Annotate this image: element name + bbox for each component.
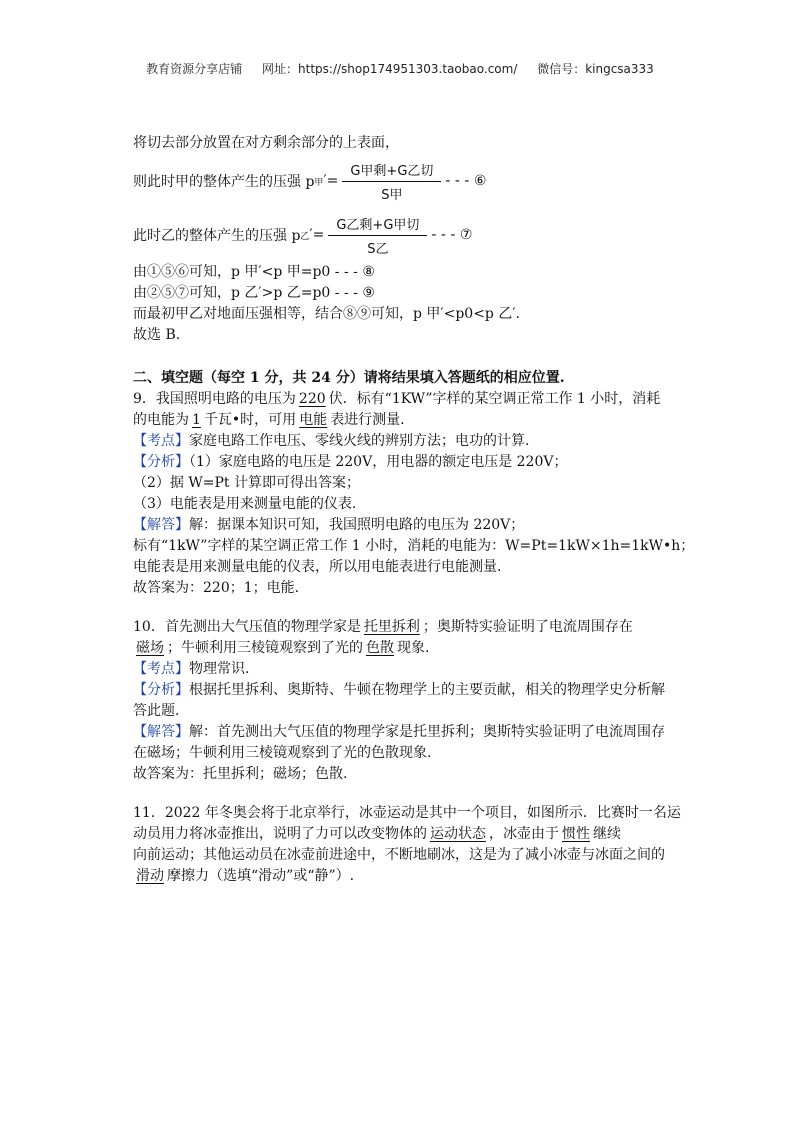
q9-blank-2: 1: [192, 412, 201, 428]
q9-jieda-2: 标有“1kW”字样的某空调正常工作 1 小时，消耗的电能为：W=Pt=1kW×1h=1kW•h；: [133, 538, 695, 554]
q10-stem-1: 10．首先测出大气压值的物理学家是 托里拆利 ；奥斯特实验证明了电流周围存在: [133, 619, 633, 635]
q9-blank-1: 220: [298, 391, 326, 407]
shop-name: 教育资源分享店铺: [146, 62, 243, 76]
q9-fenxi-2: （2）据 W=Pt 计算即可得出答案；: [133, 475, 360, 491]
q10-jieda-2: 在磁场；牛顿利用三棱镜观察到了光的色散现象.: [133, 745, 432, 761]
fraction-denominator: S乙: [367, 241, 389, 257]
q11-stem-4: 滑动 摩擦力（选填“滑动”或“静”）.: [133, 866, 668, 887]
fraction-jia: [342, 160, 441, 203]
q11-blank-1: 运动状态: [430, 826, 486, 842]
q10-blank-1: 托里拆利: [363, 619, 420, 635]
fraction-denominator: S甲: [381, 187, 403, 203]
q11-stem-3: 向前运动；其他运动员在冰壶前进途中，不断地刷冰，这是为了减小冰壶与冰面之间的: [133, 847, 665, 863]
q9-answer: 故答案为：220；1；电能.: [133, 580, 300, 596]
q10-kaodian: 【考点】物理常识.: [133, 661, 250, 677]
q11-stem-1: 11．2022 年冬奥会将于北京举行，冰壶运动是其中一个项目，如图所示．比赛时一名运: [133, 805, 681, 821]
q9-fenxi-3: （3）电能表是用来测量电能的仪表.: [133, 496, 357, 512]
prev-answer: 故选 B.: [133, 327, 181, 343]
q9-blank-3: 电能: [299, 412, 328, 428]
q10-answer: 故答案为：托里拆利；磁场；色散.: [133, 766, 348, 782]
prev-line-10: 而最初甲乙对地面压强相等，结合⑧⑨可知，p 甲′<p0<p 乙′.: [133, 306, 520, 322]
q9-kaodian: 【考点】家庭电路工作电压、零线火线的辨别方法；电功的计算.: [133, 433, 530, 449]
shop-url: 网址：https://shop174951303.taobao.com/: [262, 62, 518, 76]
fraction-numerator: G乙剩+G甲切: [328, 214, 427, 236]
q9-jieda: 【解答】解：据课本知识可知，我国照明电路的电压为 220V；: [133, 517, 525, 533]
q9-stem-1: 9．我国照明电路的电压为 220 伏．标有“1KW”字样的某空调正常工作 1 小时，消耗: [133, 391, 661, 407]
fraction-numerator: G甲剩+G乙切: [342, 160, 441, 182]
q10-fenxi-2: 答此题.: [133, 703, 180, 719]
wechat-id: 微信号：kingcsa333: [537, 62, 654, 76]
q11-blank-3: 滑动: [136, 868, 164, 884]
q10-blank-3: 色散: [366, 640, 394, 656]
q10-blank-2: 磁场: [136, 640, 164, 656]
prev-line-9: 由②⑤⑦可知，p 乙′>p 乙=p0 - - - ⑨: [133, 285, 375, 301]
document-body: [133, 133, 695, 887]
q10-stem-2: 磁场 ；牛顿利用三棱镜观察到了光的 色散 现象.: [133, 638, 668, 659]
section-title: 二、填空题（每空 1 分，共 24 分）请将结果填入答题纸的相应位置.: [133, 370, 565, 386]
q10-jieda: 【解答】解：首先测出大气压值的物理学家是托里拆利；奥斯特实验证明了电流周围存: [133, 724, 665, 740]
prev-line-1: 将切去部分放置在对方剩余部分的上表面，: [133, 135, 399, 151]
fraction-yi: [328, 214, 427, 257]
prev-line-8: 由①⑤⑥可知，p 甲′<p 甲=p0 - - - ⑧: [133, 264, 375, 280]
q9-fenxi: 【分析】（1）家庭电路的电压是 220V，用电器的额定电压是 220V；: [133, 454, 568, 470]
q9-jieda-3: 电能表是用来测量电能的仪表，所以用电能表进行电能测量.: [133, 559, 502, 575]
q11-stem-2: 动员用力将冰壶推出，说明了力可以改变物体的 运动状态 ，冰壶由于 惯性 继续: [133, 826, 621, 842]
q9-stem-2: 的电能为 1 千瓦•时，可用 电能 表进行测量.: [133, 412, 405, 428]
formula-p-jia: 则此时甲的整体产生的压强 p 甲 ′= $\frac{\text{G甲剩+G乙切}}{\text{S甲}}$ - - - ⑥: [133, 154, 668, 208]
q10-fenxi: 【分析】根据托里拆利、奥斯特、牛顿在物理学上的主要贡献，相关的物理学史分析解: [133, 682, 665, 698]
page-header: [0, 60, 800, 77]
q11-blank-2: 惯性: [562, 826, 590, 842]
formula-p-yi: 此时乙的整体产生的压强 p 乙 ′= $\frac{\text{G乙剩+G甲切}}{\text{S乙}}$ - - - ⑦: [133, 208, 668, 262]
